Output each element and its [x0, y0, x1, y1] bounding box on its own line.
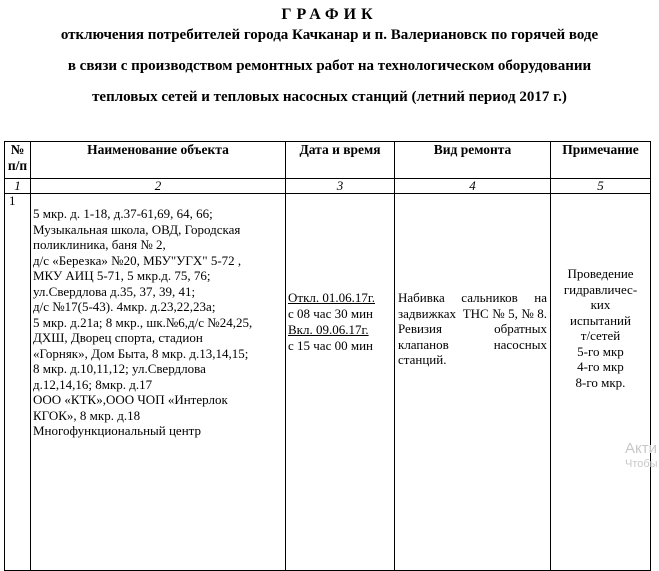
note-line: т/сетей [580, 328, 621, 343]
object-line: д/с №17(5-43). 4мкр. д.23,22,23а; [33, 299, 216, 314]
object-line: КГОК», 8 мкр. д.18 [33, 407, 141, 423]
column-number: 5 [551, 179, 651, 194]
header-cell-repair: Вид ремонта [395, 142, 551, 179]
column-number-row [5, 179, 651, 194]
note-line: 4-го мкр [577, 359, 624, 374]
schedule-table [4, 141, 651, 571]
column-number: 4 [395, 179, 551, 194]
header-cell-number: № п/п [5, 142, 31, 179]
object-line: МКУ АИЦ 5-71, 5 мкр.д. 75, 76; [33, 268, 211, 283]
datetime-cell [286, 194, 395, 571]
object-line: Музыкальная школа, ОВД, Городская [33, 221, 241, 237]
header-cell-note: Примечание [551, 142, 651, 179]
note-line: гидравличес- [563, 281, 638, 297]
object-list-cell [31, 194, 286, 571]
note-line: ких [590, 297, 611, 312]
repair-type-cell: Набивка сальников на задвижках ТНС№5,№8. Ревизия обратных клапанов насосных станций. [395, 194, 551, 571]
note-line: испытаний [570, 312, 631, 328]
title-line-1: отключения потребителей города Качканар и п. Валериановск по горячей воде [60, 27, 599, 43]
document-title: ГРАФИК [281, 6, 378, 23]
note-line: 8-го мкр. [575, 374, 626, 390]
column-number: 2 [31, 179, 286, 194]
object-line: Многофункциональный центр [33, 423, 201, 438]
header-cell-datetime: Дата и время [286, 142, 395, 179]
title-line-3: тепловых сетей и тепловых насосных станций (летний период 2017 г.) [92, 89, 567, 105]
watermark-line-1: Акти [625, 440, 657, 457]
object-line: д/с «Березка» №20, МБУ"УГХ" 5-72 , [33, 252, 242, 268]
object-line: ул.Свердлова д.35, 37, 39, 41; [33, 283, 196, 299]
restore-time: с 15 час 00 мин [288, 338, 373, 353]
note-line: 5-го мкр [577, 343, 624, 359]
column-number: 1 [5, 179, 31, 194]
title-line-2: в связи с производством ремонтных работ на технологическом оборудовании [67, 58, 592, 74]
activation-watermark [625, 440, 659, 471]
object-line: ООО «КТК»,ООО ЧОП «Интерлок [33, 392, 228, 407]
header-cell-object: Наименование объекта [31, 142, 286, 179]
object-line: 8 мкр. д.10,11,12; ул.Свердлова [33, 361, 206, 376]
table-header-row [5, 142, 651, 179]
row-number: 1 [5, 194, 31, 571]
object-line: 5 мкр. д.21а; 8 мкр., шк.№6,д/с №24,25, [33, 314, 253, 330]
shutdown-date: Откл. 01.06.17г. [288, 290, 375, 305]
object-line: поликлиника, баня № 2, [33, 237, 166, 252]
object-line: «Горняк», Дом Быта, 8 мкр. д.13,14,15; [33, 345, 249, 361]
column-number: 3 [286, 179, 395, 194]
restore-date: Вкл. 09.06.17г. [288, 322, 369, 337]
object-line: 5 мкр. д. 1-18, д.37-61,69, 64, 66; [33, 206, 213, 221]
table-row [5, 194, 651, 571]
note-cell [551, 194, 651, 571]
note-line: Проведение [567, 266, 634, 281]
object-line: д.12,14,16; 8мкр. д.17 [33, 376, 153, 392]
shutdown-time: с 08 час 30 мин [288, 306, 373, 321]
watermark-line-2: Чтобы [625, 458, 658, 470]
object-line: ДХШ, Дворец спорта, стадион [33, 330, 203, 345]
